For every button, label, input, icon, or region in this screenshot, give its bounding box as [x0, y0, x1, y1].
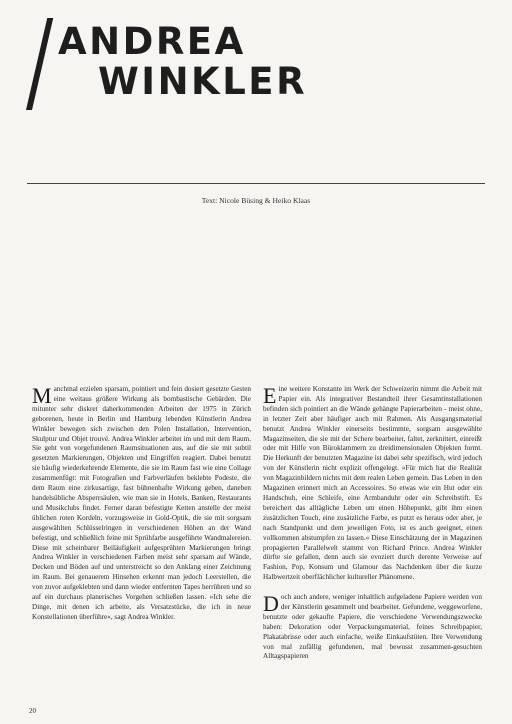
title-slash-graphic — [26, 18, 53, 110]
text-column-right — [263, 385, 482, 662]
page-number: 20 — [29, 707, 36, 715]
header-divider — [27, 183, 485, 184]
body-paragraph: Doch auch andere, weniger inhaltlich aufgeladene Papiere werden von der Künstlerin gesammelt und bearbeitet. Gefundene, weggeworfene, benutzte oder gekaufte Papiere, die verschiedene Verwendungszwecke haben: Dekoration oder Verpackungsmaterial, feines Schreibpapier, Plakatabrisse oder auch einfache, weiße Einkaufstüten. Ihre Verwendung von mal zufällig gefundenen, mal bewusst zusammen-gesuchten Alltagspapieren — [263, 591, 482, 661]
body-paragraph: Manchmal erzielen sparsam, pointiert und fein dosiert gesetzte Gesten eine weitaus größere Wirkung als bombastische Gebärden. Die mitunter sehr diskret daherkommenden Arbeiten der 1975 in Zürich geborenen, heute in Berlin und Hamburg lebenden Künstlerin Andrea Winkler bewegen sich zwischen den Polen Installation, Intervention, Skulptur und Objet trouvé. Andrea Winkler arbeitet im und mit dem Raum. Sie geht von vorgefundenen Raumsituationen aus, auf die sie mit subtil gesetzten Markierungen, Objekten und Eingriffen reagiert. Dabei benutzt sie häufig wiederkehrende Elemente, die sie im Raum fast wie eine Collage zusammenfügt: mit Fotografien und Farbverläufen beklebte Podeste, die dem Raum eine zirkusartige, fast bühnenhafte Wirkung geben, daneben handelsübliche Absperrsäulen, wie man sie in Hotels, Banken, Restaurants und Musikclubs findet. Ferner daran befestigte Ketten anstelle der meist üblichen roten Kordeln, vorzugsweise in Gold-Optik, die sie mit sorgsam ausgewählten Schlüsselringen in verschiedenen Höhen an der Wand befestigt, und schließlich feine mit Sprühfarbe ausgeführte Wandmalereien. Diese mit scheinbarer Beiläufigkeit aufgesprühten Markierungen bringt Andrea Winkler in verschiedenen Farben meist sehr sparsam auf Wände, Decken und Böden auf und unterstreicht so den Anklang einer Zeichnung im Raum. Bei genauerem Hinsehen erkennt man jedoch Leerstellen, die von zuvor aufgeklebten und dann wieder entfernten Tapes herrühren und so auf ein durchaus planerisches Vorgehen schließen lassen. »Ich sehe die Dinge, mit denen ich arbeite, als Versatzstücke, die ich in neue Konstellationen überführe«, sagt Andrea Winkler. — [32, 383, 251, 621]
article-title — [58, 22, 307, 102]
text-column-left — [32, 385, 251, 623]
byline: Text: Nicole Büsing & Heiko Klaas — [201, 196, 311, 205]
body-paragraph: Eine weitere Konstante im Werk der Schweizerin nimmt die Arbeit mit Papier ein. Als integrativer Bestandteil ihrer Gesamtinstallationen befinden sich pointiert an die Wände gehängte Papierarbeiten - meist ohne, in letzter Zeit aber häufiger auch mit Rahmen. Als Ausgangsmaterial benutzt Andrea Winkler einerseits bestimmte, sorgsam ausgewählte Magazinseiten, die sie mit der Schere bearbeitet, faltet, zerknittert, einreißt oder mit Hilfe von Büroklammern zu dreidimensionalen Objekten formt. Die Herkunft der benutzten Magazine ist dabei sehr spezifisch, wird jedoch von der Künstlerin nicht explizit offengelegt. »Für mich hat die Realität von Magazinbildern nichts mit dem realen Leben gemein. Das Leben in den Magazinen erinnert mich an Accessoires. So etwas wie ein Hut oder ein Handschuh, eine Schleife, eine Armbanduhr oder ein Schreibstift. Es bereichert das alltägliche Leben um einen Höhepunkt, gibt ihm einen zusätzlichen Touch, eine zusätzliche Farbe, es putzt es heraus oder aber, je nach Standpunkt und dem jeweiligen Foto, ist es auch geeignet, einen vollkommen abstumpfen zu lassen.« Diese Einschätzung der in Magazinen propagierten Parallelwelt stammt von Richard Prince. Andrea Winkler dürfte sie gefallen, denn auch sie evoziert durch derente Verweise auf Fashion, Pop, Konsum und Glamour das Nachdenken über die kurze Halbwertzeit oberflächlicher kultureller Phänomene. — [263, 383, 482, 582]
title-line-last-name: WINKLER — [98, 60, 308, 103]
title-line-first-name: ANDREA — [58, 20, 246, 63]
